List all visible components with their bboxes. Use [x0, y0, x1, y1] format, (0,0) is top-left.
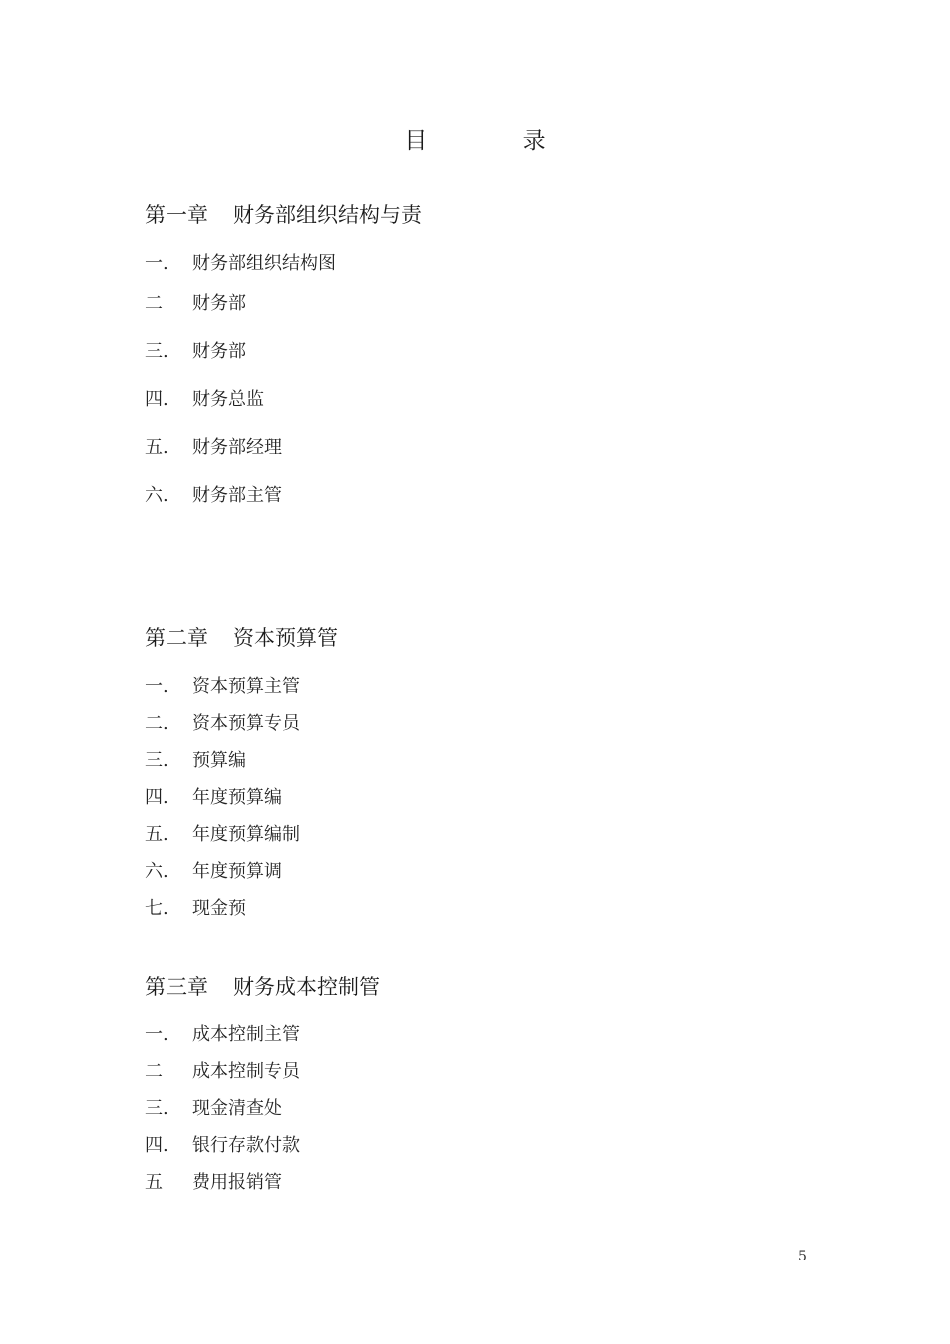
entry-number: 二.: [145, 713, 169, 731]
entry-text: 成本控制专员: [192, 1061, 300, 1079]
toc-entry: [145, 822, 300, 842]
entry-text: 现金清查处: [192, 1098, 282, 1116]
entry-number: 四.: [145, 389, 169, 407]
entry-text: 财务部: [192, 293, 246, 311]
entry-text: 成本控制主管: [192, 1024, 300, 1042]
entry-number: 三.: [145, 1098, 169, 1116]
entry-text: 年度预算编制: [192, 824, 300, 842]
toc-entry: [145, 785, 282, 805]
toc-entry: [145, 1022, 300, 1042]
entry-number: 六.: [145, 485, 169, 503]
entry-text: 资本预算专员: [192, 713, 300, 731]
chapter-title: 财务成本控制管: [233, 975, 380, 999]
chapter-number: 第一章: [145, 203, 208, 227]
entry-text: 财务部经理: [192, 437, 282, 455]
entry-number: 五.: [145, 824, 169, 842]
toc-entry: [145, 1133, 300, 1153]
chapter-heading-1: [145, 201, 422, 229]
entry-number: 二: [145, 293, 163, 311]
entry-number: 五.: [145, 437, 169, 455]
entry-number: 一.: [145, 1024, 169, 1042]
entry-text: 年度预算编: [192, 787, 282, 805]
toc-entry: [145, 1059, 300, 1079]
chapter-title: 财务部组织结构与责: [233, 203, 422, 227]
entry-text: 财务总监: [192, 389, 264, 407]
entry-text: 财务部: [192, 341, 246, 359]
entry-number: 五: [145, 1172, 163, 1190]
chapter-number: 第三章: [145, 975, 208, 999]
toc-entry: [145, 674, 300, 694]
entry-text: 银行存款付款: [192, 1135, 300, 1153]
entry-number: 四.: [145, 1135, 169, 1153]
entry-number: 四.: [145, 787, 169, 805]
toc-entry: [145, 251, 336, 271]
toc-entry: [145, 339, 246, 359]
entry-text: 现金预: [192, 898, 246, 916]
entry-number: 二: [145, 1061, 163, 1079]
toc-entry: [145, 711, 300, 731]
toc-entry: [145, 1096, 282, 1116]
entry-number: 三.: [145, 750, 169, 768]
toc-entry: [145, 483, 282, 503]
entry-text: 财务部主管: [192, 485, 282, 503]
entry-number: 三.: [145, 341, 169, 359]
page-number: 5: [798, 1249, 807, 1260]
toc-entry: [145, 435, 282, 455]
toc-entry: [145, 859, 282, 879]
toc-entry: [145, 1170, 282, 1190]
entry-text: 年度预算调: [192, 861, 282, 879]
toc-entry: [145, 291, 246, 311]
entry-text: 预算编: [192, 750, 246, 768]
chapter-number: 第二章: [145, 626, 208, 650]
chapter-heading-2: [145, 624, 338, 652]
toc-title: 目 录: [404, 128, 590, 154]
chapter-heading-3: [145, 973, 380, 1001]
toc-entry: [145, 387, 264, 407]
toc-entry: [145, 748, 246, 768]
entry-text: 财务部组织结构图: [192, 253, 336, 271]
entry-number: 六.: [145, 861, 169, 879]
entry-text: 费用报销管: [192, 1172, 282, 1190]
chapter-title: 资本预算管: [233, 626, 338, 650]
entry-text: 资本预算主管: [192, 676, 300, 694]
entry-number: 一.: [145, 676, 169, 694]
toc-entry: [145, 896, 246, 916]
entry-number: 一.: [145, 253, 169, 271]
entry-number: 七.: [145, 898, 169, 916]
